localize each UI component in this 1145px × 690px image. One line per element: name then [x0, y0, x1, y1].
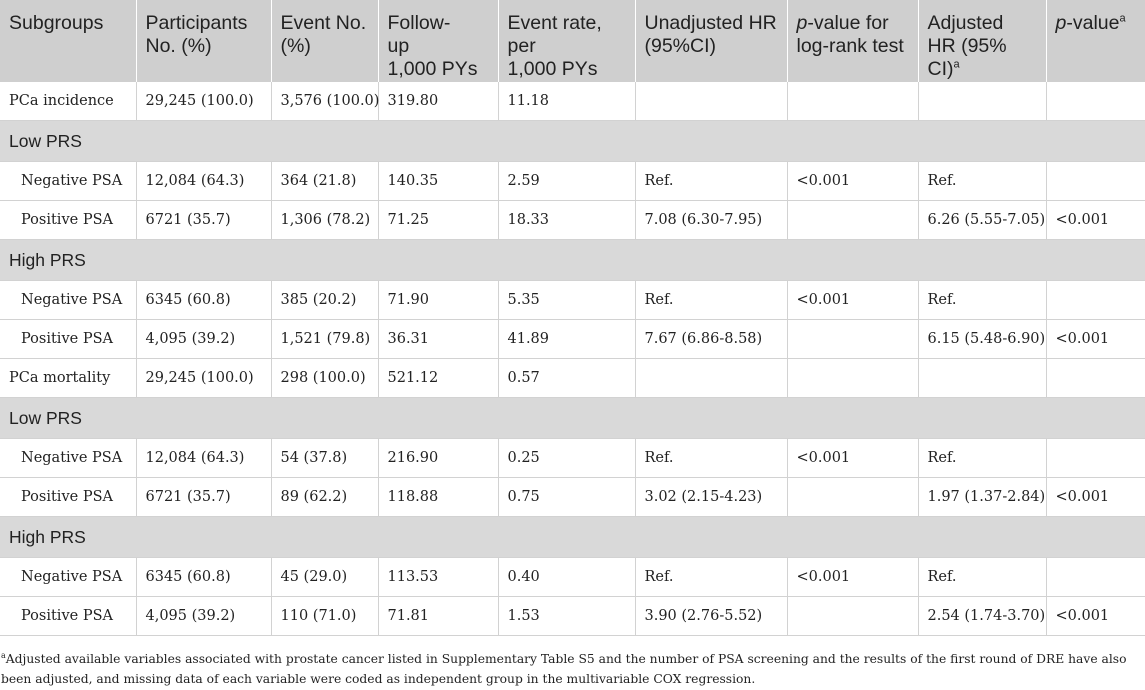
group-label: Low PRS: [0, 121, 1145, 162]
cell-followup: 319.80: [378, 82, 498, 121]
table-row: [0, 478, 1145, 517]
cell-unadjusted-hr: 7.08 (6.30-7.95): [635, 201, 787, 240]
cell-pvalue-logrank: [787, 597, 918, 636]
group-header-row: [0, 517, 1145, 558]
cell-subgroup: Negative PSA: [0, 439, 136, 478]
group-header-row: [0, 121, 1145, 162]
header-pvalue-adjusted: p-value$^a$: [1046, 0, 1145, 82]
cell-pvalue-logrank: [787, 320, 918, 359]
cell-unadjusted-hr: Ref.: [635, 439, 787, 478]
cell-pvalue-logrank: [787, 359, 918, 398]
cell-subgroup: Positive PSA: [0, 201, 136, 240]
cell-pvalue-adjusted: [1046, 82, 1145, 121]
cell-event: 110 (71.0): [271, 597, 378, 636]
table-header: [0, 0, 1145, 82]
cell-followup: 521.12: [378, 359, 498, 398]
table-row: [0, 201, 1145, 240]
cell-event: 364 (21.8): [271, 162, 378, 201]
cell-event-rate: 5.35: [498, 281, 635, 320]
header-event: Event No. (%): [271, 0, 378, 82]
cell-pvalue-logrank: <0.001: [787, 162, 918, 201]
cell-followup: 71.90: [378, 281, 498, 320]
header-subgroups: Subgroups: [0, 0, 136, 82]
header-pvalue-logrank: p-value for log-rank test: [787, 0, 918, 82]
cell-participants: 6721 (35.7): [136, 478, 271, 517]
cell-event: 45 (29.0): [271, 558, 378, 597]
cell-event-rate: 0.25: [498, 439, 635, 478]
table-row: [0, 320, 1145, 359]
cell-unadjusted-hr: 3.02 (2.15-4.23): [635, 478, 787, 517]
table-row: [0, 82, 1145, 121]
table-row: [0, 162, 1145, 201]
cell-event-rate: 0.75: [498, 478, 635, 517]
cell-pvalue-logrank: [787, 201, 918, 240]
cell-participants: 12,084 (64.3): [136, 439, 271, 478]
cell-followup: 71.81: [378, 597, 498, 636]
cell-unadjusted-hr: [635, 359, 787, 398]
cell-followup: 140.35: [378, 162, 498, 201]
cell-subgroup: Positive PSA: [0, 320, 136, 359]
cell-participants: 6345 (60.8): [136, 281, 271, 320]
cell-followup: 118.88: [378, 478, 498, 517]
cell-unadjusted-hr: [635, 82, 787, 121]
cell-event-rate: 1.53: [498, 597, 635, 636]
cell-followup: 216.90: [378, 439, 498, 478]
cell-participants: 4,095 (39.2): [136, 597, 271, 636]
cell-participants: 4,095 (39.2): [136, 320, 271, 359]
cell-followup: 71.25: [378, 201, 498, 240]
cell-unadjusted-hr: Ref.: [635, 558, 787, 597]
cell-subgroup: Negative PSA: [0, 281, 136, 320]
cell-event-rate: 41.89: [498, 320, 635, 359]
cell-participants: 12,084 (64.3): [136, 162, 271, 201]
cell-unadjusted-hr: Ref.: [635, 162, 787, 201]
cell-event-rate: 2.59: [498, 162, 635, 201]
cell-pvalue-logrank: <0.001: [787, 281, 918, 320]
cell-unadjusted-hr: Ref.: [635, 281, 787, 320]
cell-pvalue-adjusted: <0.001: [1046, 597, 1145, 636]
header-event-rate: Event rate, per 1,000 PYs: [498, 0, 635, 82]
table-row: [0, 359, 1145, 398]
cell-event: 89 (62.2): [271, 478, 378, 517]
header-unadjusted-hr: Unadjusted HR (95%CI): [635, 0, 787, 82]
cell-event-rate: 0.57: [498, 359, 635, 398]
footnote-text: Adjusted available variables associated with prostate cancer listed in Supplementary Table S5 and the number of PSA screening and the results of the first round of DRE have also been adjusted, and missing data of each variable were coded as independent group in the multivariable COX regression.: [1, 652, 1127, 686]
cell-pvalue-logrank: <0.001: [787, 558, 918, 597]
cell-participants: 29,245 (100.0): [136, 82, 271, 121]
table-row: [0, 558, 1145, 597]
cell-pvalue-logrank: <0.001: [787, 439, 918, 478]
cell-adjusted-hr: Ref.: [918, 162, 1046, 201]
cell-event: 298 (100.0): [271, 359, 378, 398]
group-label: Low PRS: [0, 398, 1145, 439]
table-row: [0, 597, 1145, 636]
cell-event: 3,576 (100.0): [271, 82, 378, 121]
cell-event-rate: 11.18: [498, 82, 635, 121]
table-body: [0, 82, 1145, 636]
header-participants: Participants No. (%): [136, 0, 271, 82]
cell-event-rate: 18.33: [498, 201, 635, 240]
cell-adjusted-hr: 6.26 (5.55-7.05): [918, 201, 1046, 240]
cell-pvalue-adjusted: <0.001: [1046, 201, 1145, 240]
cell-subgroup: Positive PSA: [0, 478, 136, 517]
cell-event: 54 (37.8): [271, 439, 378, 478]
cell-adjusted-hr: Ref.: [918, 558, 1046, 597]
cell-adjusted-hr: [918, 359, 1046, 398]
cell-subgroup: Negative PSA: [0, 558, 136, 597]
cell-adjusted-hr: Ref.: [918, 439, 1046, 478]
table-row: [0, 281, 1145, 320]
cell-event: 385 (20.2): [271, 281, 378, 320]
cell-pvalue-adjusted: [1046, 281, 1145, 320]
cell-pvalue-adjusted: [1046, 439, 1145, 478]
cell-adjusted-hr: [918, 82, 1046, 121]
cell-participants: 29,245 (100.0): [136, 359, 271, 398]
cell-pvalue-adjusted: [1046, 359, 1145, 398]
cell-subgroup: Negative PSA: [0, 162, 136, 201]
group-label: High PRS: [0, 517, 1145, 558]
footnote-marker: a: [1, 650, 6, 660]
cell-event: 1,521 (79.8): [271, 320, 378, 359]
header-adjusted-hr: Adjusted HR (95% CI)$^a$: [918, 0, 1046, 82]
group-header-row: [0, 398, 1145, 439]
cell-adjusted-hr: 1.97 (1.37-2.84): [918, 478, 1046, 517]
cell-subgroup: PCa incidence: [0, 82, 136, 121]
cell-pvalue-adjusted: [1046, 162, 1145, 201]
group-label: High PRS: [0, 240, 1145, 281]
cell-subgroup: Positive PSA: [0, 597, 136, 636]
cell-pvalue-logrank: [787, 82, 918, 121]
table-row: [0, 439, 1145, 478]
cell-event-rate: 0.40: [498, 558, 635, 597]
cell-unadjusted-hr: 3.90 (2.76-5.52): [635, 597, 787, 636]
cell-followup: 113.53: [378, 558, 498, 597]
cell-participants: 6721 (35.7): [136, 201, 271, 240]
cell-followup: 36.31: [378, 320, 498, 359]
header-followup: Follow- up 1,000 PYs: [378, 0, 498, 82]
cell-participants: 6345 (60.8): [136, 558, 271, 597]
cell-subgroup: PCa mortality: [0, 359, 136, 398]
group-header-row: [0, 240, 1145, 281]
cell-adjusted-hr: Ref.: [918, 281, 1046, 320]
cell-adjusted-hr: 2.54 (1.74-3.70): [918, 597, 1046, 636]
cell-adjusted-hr: 6.15 (5.48-6.90): [918, 320, 1046, 359]
cell-pvalue-adjusted: [1046, 558, 1145, 597]
cell-unadjusted-hr: 7.67 (6.86-8.58): [635, 320, 787, 359]
table-footnote: [1, 649, 1141, 689]
cell-pvalue-logrank: [787, 478, 918, 517]
cell-pvalue-adjusted: <0.001: [1046, 478, 1145, 517]
cell-event: 1,306 (78.2): [271, 201, 378, 240]
cell-pvalue-adjusted: <0.001: [1046, 320, 1145, 359]
